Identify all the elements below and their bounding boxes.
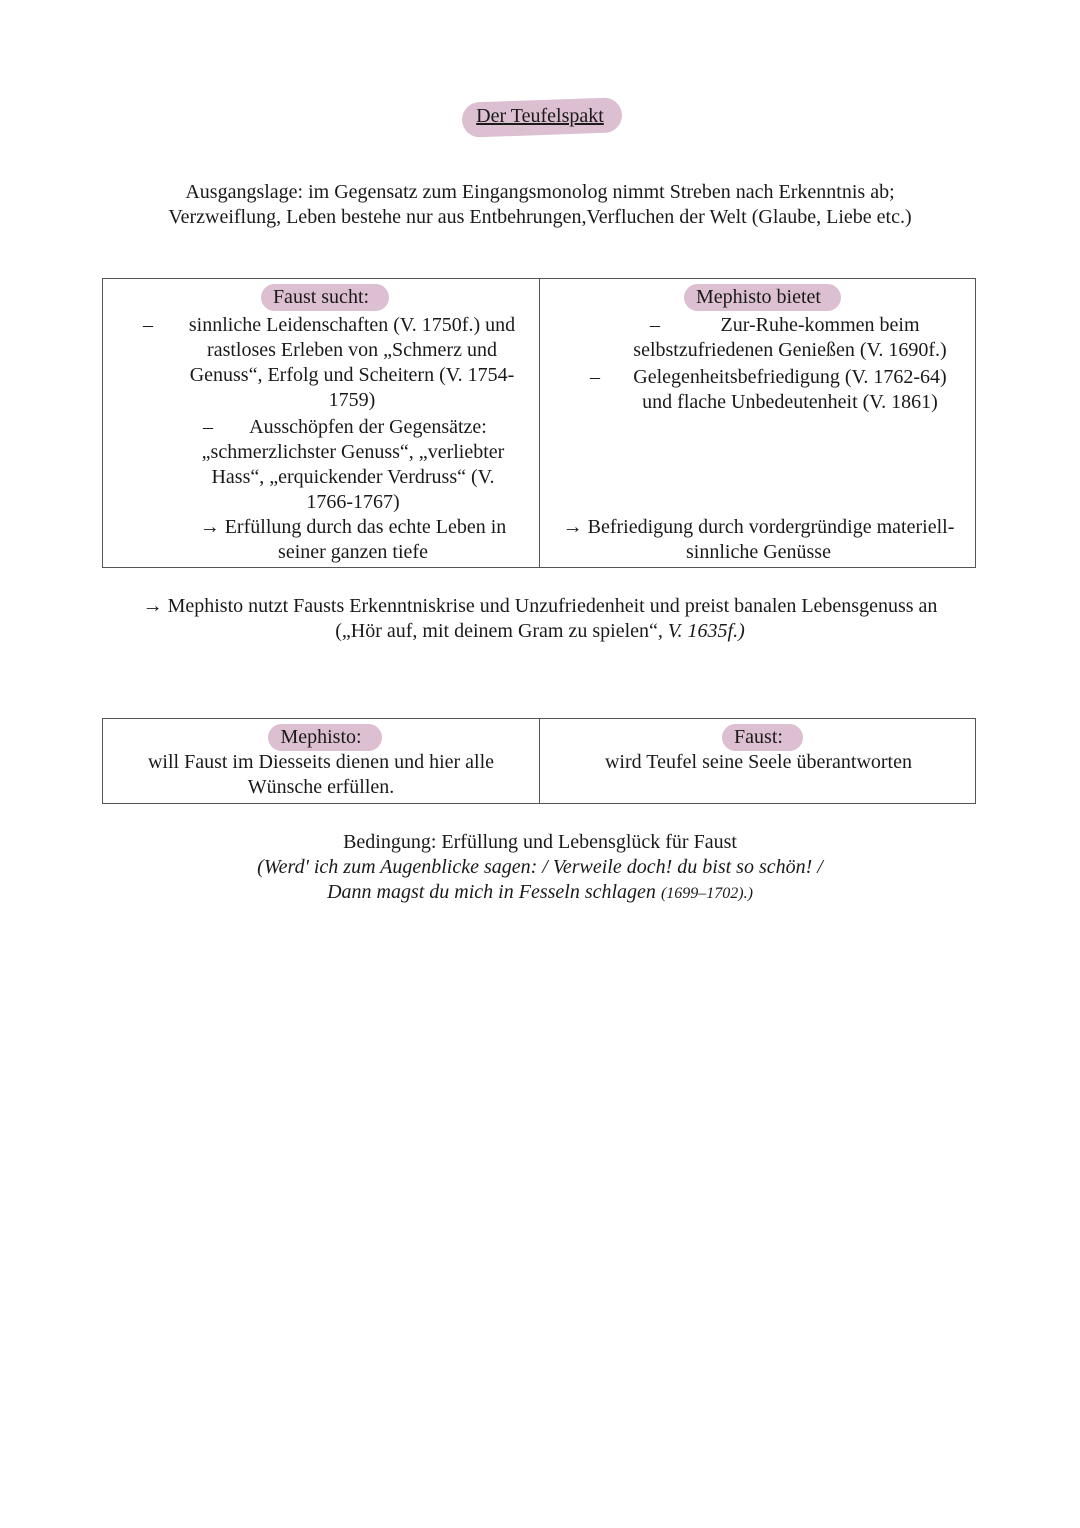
comparison-table xyxy=(102,278,976,568)
mephisto-item-1-line: selbstzufriedenen Genießen (V. 1690f.) xyxy=(633,339,947,361)
faust-item-1 xyxy=(169,313,535,413)
faust-item-1-line: rastloses Erleben von „Schmerz und xyxy=(207,339,497,361)
mephisto-pact-line: will Faust im Diesseits dienen und hier alle xyxy=(147,751,495,773)
title-text: Der Teufelspakt xyxy=(476,105,604,127)
condition-quote-line: Dann magst du mich in Fesseln schlagen xyxy=(327,881,661,903)
mephisto-pact-line: Wünsche erfüllen. xyxy=(247,776,395,798)
condition-line-3 xyxy=(90,880,990,906)
conclusion-line-1: → Mephisto nutzt Fausts Erkenntniskrise und Unzufriedenheit und preist banalen Lebensgenuss an xyxy=(142,595,938,617)
faust-item-1-line: sinnliche Leidenschaften (V. 1750f.) und xyxy=(188,314,516,336)
faust-column xyxy=(103,279,539,567)
mephisto-column xyxy=(539,279,975,567)
bullet-dash: – xyxy=(143,314,153,336)
mephisto-item-1 xyxy=(590,313,990,363)
faust-item-2-line: 1766-1767) xyxy=(306,491,400,513)
intro-line-2: Verzweiflung, Leben bestehe nur aus Entbehrungen,Verfluchen der Welt (Glaube, Liebe etc.) xyxy=(168,206,912,228)
faust-result-line: seiner ganzen tiefe xyxy=(278,541,428,563)
faust-item-1-line: Genuss“, Erfolg und Scheitern (V. 1754- xyxy=(189,364,515,386)
mephisto-item-2-line: und flache Unbedeutenheit (V. 1861) xyxy=(642,391,938,413)
faust-item-2 xyxy=(173,415,533,515)
mephisto-item-2 xyxy=(610,365,970,415)
conclusion-paragraph xyxy=(90,594,990,644)
mephisto-pact-column xyxy=(103,719,539,803)
intro-paragraph xyxy=(90,180,990,230)
intro-line-1: Ausgangslage: im Gegensatz zum Eingangsmonolog nimmt Streben nach Erkenntnis ab; xyxy=(185,181,895,203)
mephisto-result-line: → Befriedigung durch vordergründige materiell- xyxy=(562,516,955,538)
bullet-dash: – xyxy=(650,314,660,336)
mephisto-result xyxy=(540,515,977,565)
page-title xyxy=(0,104,1080,129)
faust-result-line: → Erfüllung durch das echte Leben in xyxy=(199,516,507,538)
mephisto-heading: Mephisto bietet xyxy=(696,286,821,308)
faust-item-1-line: 1759) xyxy=(328,389,376,411)
faust-pact-column xyxy=(539,719,975,803)
mephisto-result-line: sinnliche Genüsse xyxy=(686,541,831,563)
condition-paragraph xyxy=(90,830,990,906)
condition-line-2 xyxy=(90,855,990,880)
bullet-dash: – xyxy=(203,416,213,438)
conclusion-line-2 xyxy=(90,619,990,644)
mephisto-item-1-line: Zur-Ruhe-kommen beim xyxy=(720,314,920,336)
faust-item-2-line: Hass“, „erquickender Verdruss“ (V. xyxy=(211,466,495,488)
conclusion-quote: („Hör auf, mit deinem Gram zu spielen“, xyxy=(335,620,668,642)
bullet-dash: – xyxy=(590,366,600,388)
pact-table xyxy=(102,718,976,804)
condition-line-1: Bedingung: Erfüllung und Lebensglück für Faust xyxy=(343,831,737,853)
faust-result xyxy=(163,515,543,565)
faust-item-2-line: Ausschöpfen der Gegensätze: xyxy=(249,416,487,438)
faust-item-2-line: „schmerzlichster Genuss“, „verliebter xyxy=(201,441,505,463)
mephisto-pact-heading: Mephisto: xyxy=(280,726,362,748)
conclusion-reference: V. 1635f.) xyxy=(667,620,745,642)
faust-pact-heading: Faust: xyxy=(734,726,783,748)
condition-reference: (1699–1702).) xyxy=(660,885,753,902)
faust-heading: Faust sucht: xyxy=(272,286,370,308)
mephisto-item-2-line: Gelegenheitsbefriedigung (V. 1762-64) xyxy=(633,366,947,388)
faust-pact-line: wird Teufel seine Seele überantworten xyxy=(604,751,912,773)
condition-quote-line: (Werd' ich zum Augenblicke sagen: / Verweile doch! du bist so schön! / xyxy=(257,856,823,878)
